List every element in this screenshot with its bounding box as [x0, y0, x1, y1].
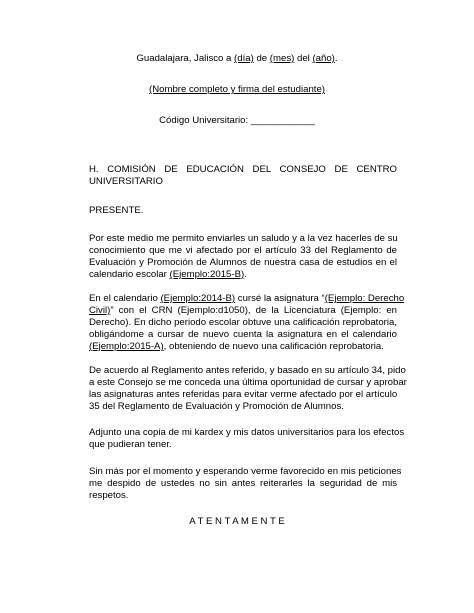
- p2-calendar-example: (Ejemplo:2014-B): [160, 293, 236, 304]
- p2-line-1-text: En el calendario: [89, 293, 161, 304]
- p1-line-4-end: .: [244, 269, 247, 280]
- p2-line-2-text: ” con el CRN (Ejemplo:d1050), de la Licenciatura (Ejemplo: en: [110, 305, 397, 316]
- p2-line-5: [89, 341, 397, 353]
- p5-line-3: respetos.: [89, 490, 129, 501]
- p1-line-2: conocimiento que me vi afectado por el artículo 33 del Reglamento de: [89, 245, 397, 256]
- date-month: (mes): [269, 53, 295, 64]
- p2-line-3: Derecho). En dicho periodo escolar obtuve una calificación reprobatoria,: [89, 317, 397, 328]
- student-code-blank: ____________: [250, 115, 315, 126]
- date-sep-1: de: [253, 53, 270, 64]
- date-line: [0, 53, 474, 65]
- p2-subject-example: (Ejemplo: Derecho: [324, 293, 405, 304]
- paragraph-4: [89, 427, 405, 451]
- paragraph-5: [89, 466, 402, 502]
- p2-line-1: [89, 293, 405, 305]
- p3-line-2: a este Consejo se me conceda una última oportunidad de cursar y aprobar: [89, 377, 407, 388]
- date-day: (día): [234, 53, 254, 64]
- date-year: (año): [312, 53, 335, 64]
- recipient-line-1: H. COMISIÓN DE EDUCACIÓN DEL CONSEJO DE CENTRO: [89, 164, 397, 175]
- student-code-label: Código Universitario:: [159, 115, 251, 126]
- paragraph-1: [89, 233, 397, 281]
- p1-line-4: [89, 269, 397, 281]
- p1-line-1: Por este medio me permito enviarles un saludo y a la vez hacerles de su: [89, 233, 398, 244]
- paragraph-3: [89, 365, 407, 413]
- recipient-line-2: UNIVERSITARIO: [89, 176, 163, 187]
- p1-line-4-text: calendario escolar: [89, 269, 170, 280]
- p5-line-2: me despido de ustedes no sin antes reiterarles la seguridad de mis: [89, 478, 397, 489]
- p2-subject-example-end: Civil): [89, 305, 111, 316]
- date-period: .: [334, 53, 338, 64]
- p4-line-2: que pudieran tener.: [89, 439, 172, 450]
- p2-calendar-example-2: (Ejemplo:2015-A): [89, 341, 164, 352]
- student-name-line: [0, 84, 474, 96]
- p2-line-5-text: , obteniendo de nuevo una calificación reprobatoria.: [163, 341, 384, 352]
- paragraph-2: [89, 293, 405, 353]
- p1-calendar-example: (Ejemplo:2015-B): [169, 269, 245, 280]
- date-sep-2: del: [294, 53, 313, 64]
- p2-line-2: [89, 305, 397, 317]
- p4-line-1: Adjunto una copia de mi kardex y mis datos universitarios para los efectos: [89, 427, 405, 438]
- p5-line-1: Sin más por el momento y esperando verme favorecido en mis peticiones: [89, 466, 402, 477]
- date-place: Guadalajara, Jalisco a: [136, 53, 235, 64]
- p3-line-4: 35 del Reglamento de Evaluación y Promoción de Alumnos.: [89, 401, 344, 412]
- recipient-block: [89, 164, 397, 188]
- p1-line-3: Evaluación y Promoción de Alumnos de nuestra casa de estudios en el: [89, 257, 397, 268]
- salutation-presente: PRESENTE.: [89, 205, 144, 216]
- p3-line-3: las asignaturas antes referidas para evitar verme afectado por el artículo: [89, 389, 398, 400]
- closing-atentamente: A T E N T A M E N T E: [189, 516, 285, 527]
- p3-line-1: De acuerdo al Reglamento antes referido, y basado en su artículo 34, pido: [89, 365, 406, 376]
- student-code-line: [0, 115, 474, 127]
- p2-line-1-mid: cursé la asignatura “: [235, 293, 325, 304]
- p2-line-4: obligándome a cursar de nuevo cuenta la asignatura en el calendario: [89, 329, 397, 340]
- student-name-placeholder: (Nombre completo y firma del estudiante): [149, 84, 325, 95]
